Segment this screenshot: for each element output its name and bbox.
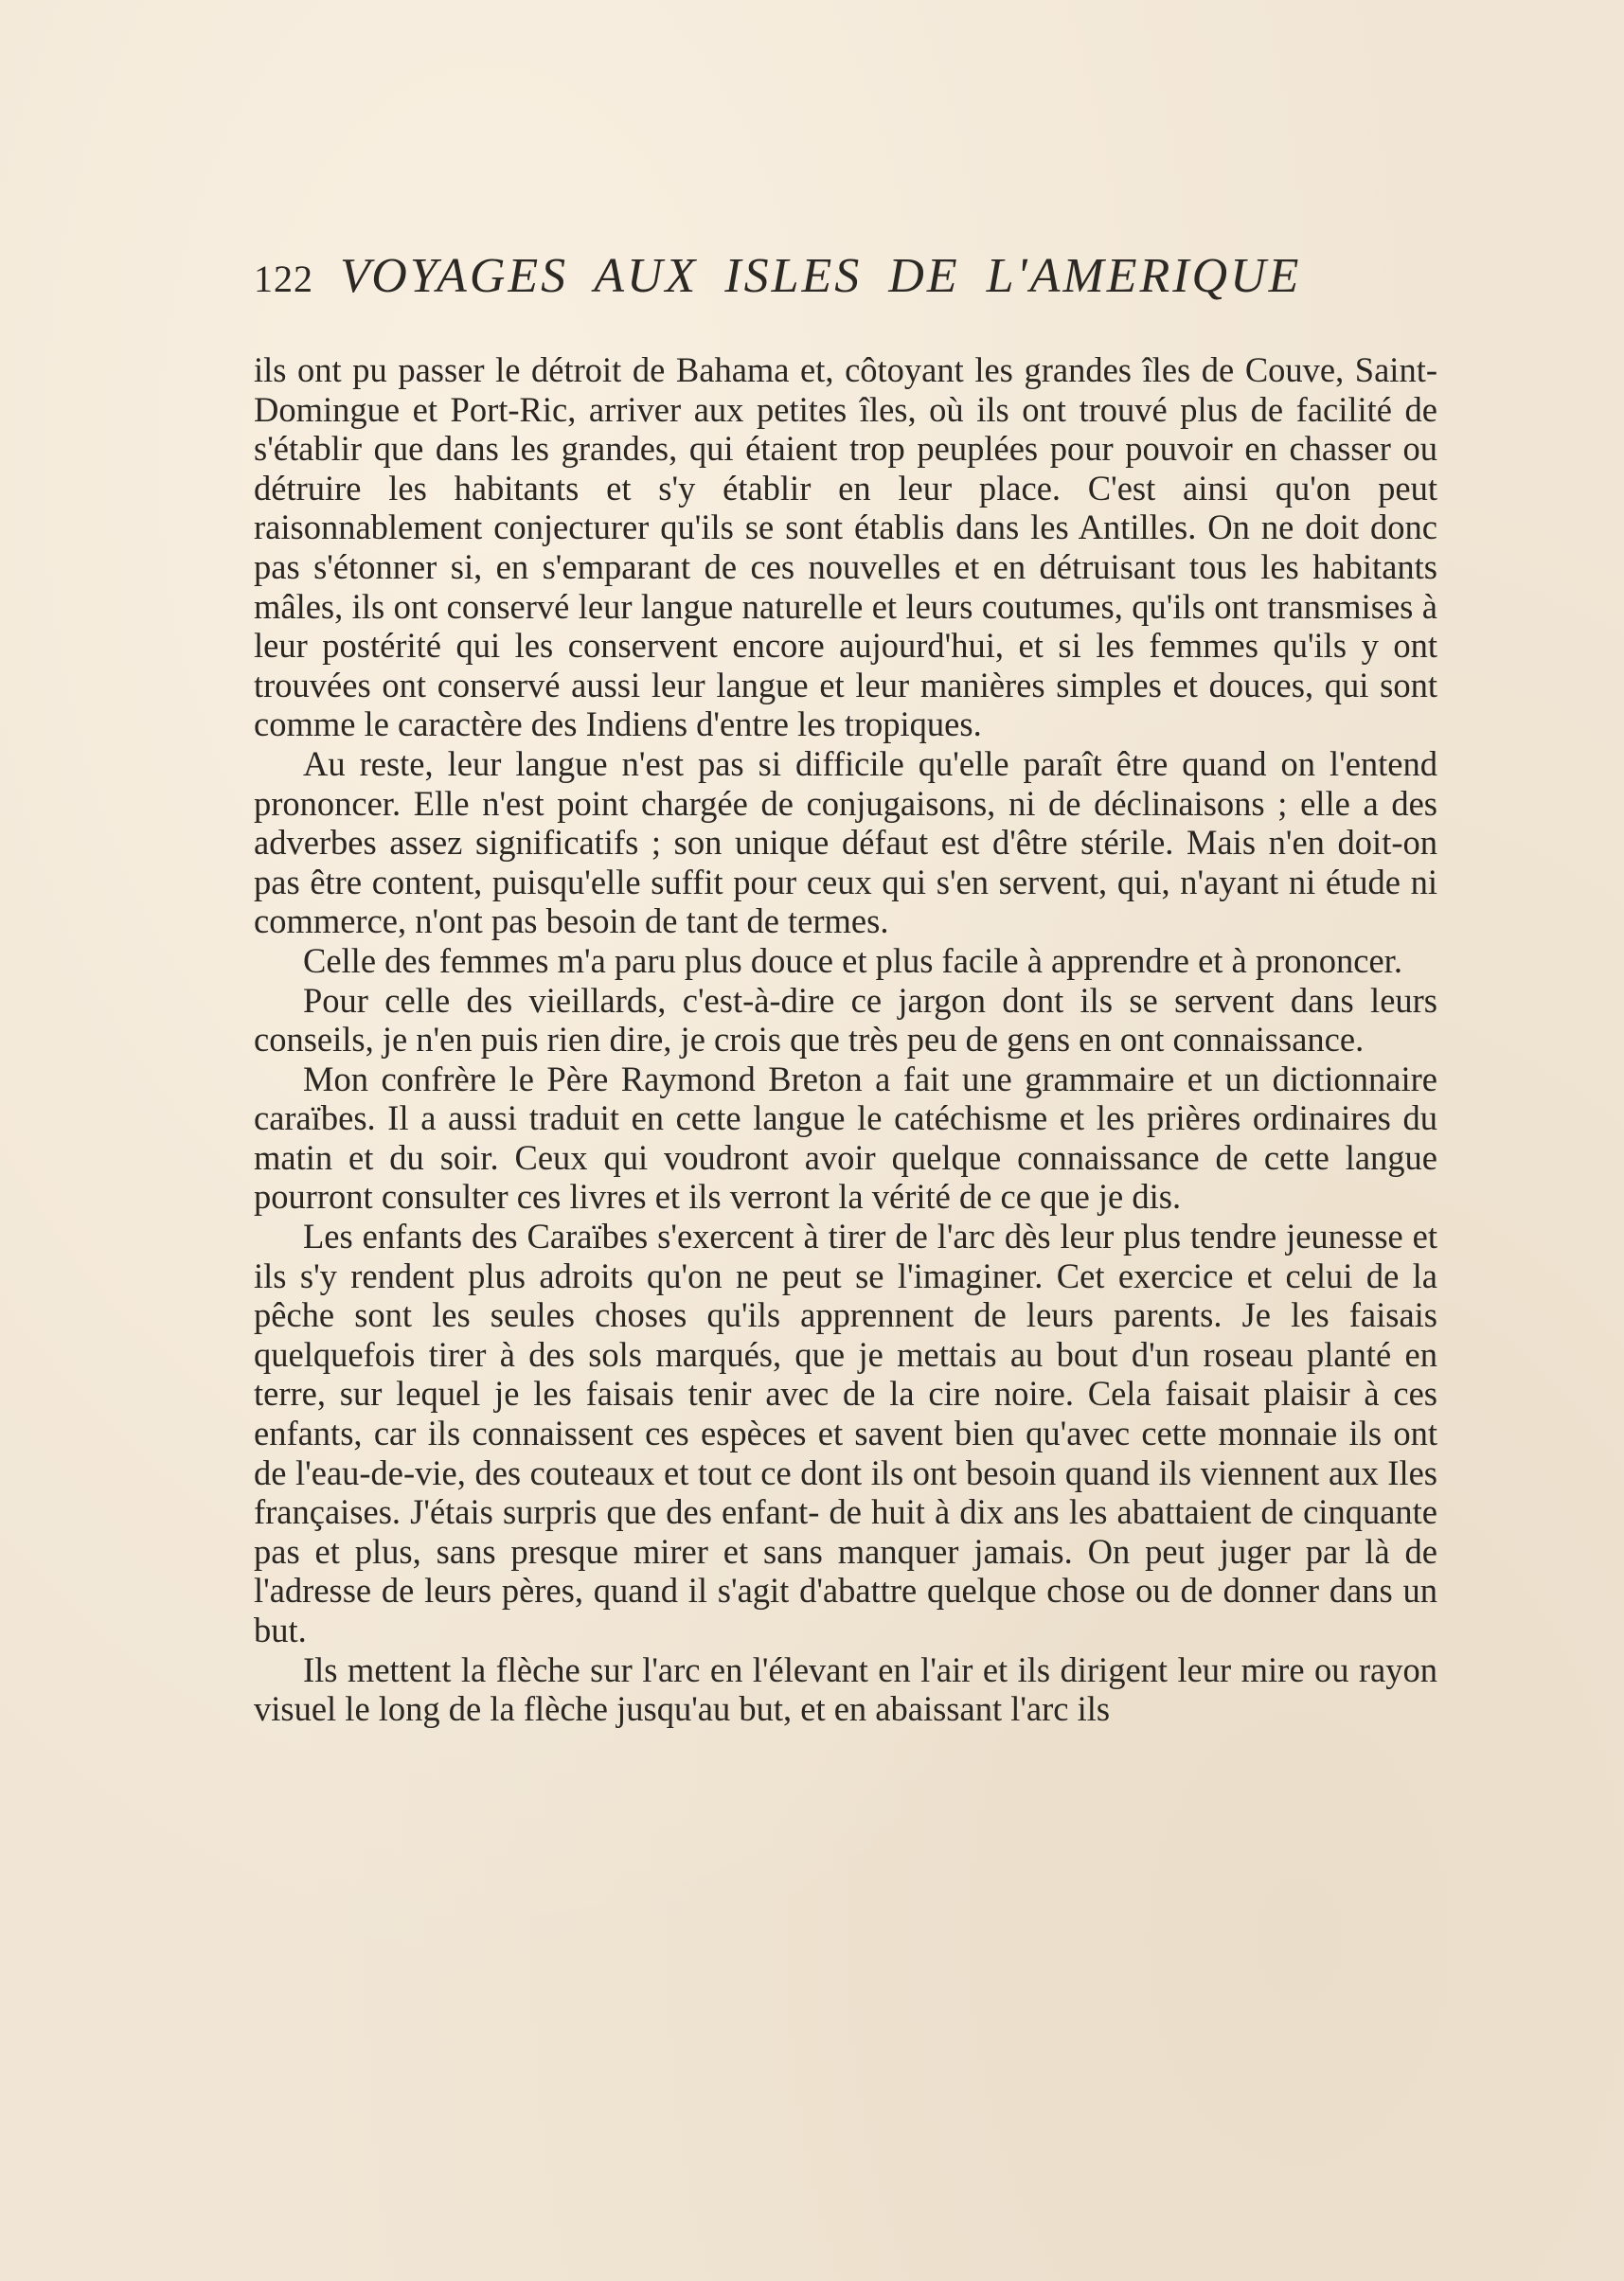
- paragraph-3: Celle des femmes m'a paru plus douce et plus facile à apprendre et à prononcer.: [303, 940, 1402, 980]
- paragraph-4: Pour celle des vieillards, c'est-à-dire ce jargon dont ils se servent dans leurs conseils, je n'en puis rien dire, je crois que très peu de gens en ont connaissance.: [254, 980, 1437, 1060]
- paragraph-2: Au reste, leur langue n'est pas si difficile qu'elle paraît être quand on l'entend prononcer. Elle n'est point chargée de conjugaisons, ni de déclinaisons ; elle a des adverbes assez significatifs ; son unique défaut est d'être stérile. Mais n'en doit-on pas être content, puisqu'elle suffit pour ceux qui s'en servent, qui, n'ayant ni étude ni commerce, n'ont pas besoin de tant de termes.: [254, 743, 1437, 941]
- page-number: 122: [254, 258, 313, 300]
- paragraph-6: Les enfants des Caraïbes s'exercent à tirer de l'arc dès leur plus tendre jeunesse et ils s'y rendent plus adroits qu'on ne peut se l'imaginer. Cet exercice et celui de la pêche sont les seules choses qu'ils apprennent de leurs parents. Je les faisais quelquefois tirer à des sols marqués, que je mettais au bout d'un roseau planté en terre, sur lequel je les faisais tenir avec de la cire noire. Cela faisait plaisir à ces enfants, car ils connaissent ces espèces et savent bien qu'avec cette monnaie ils ont de l'eau-de-vie, des couteaux et tout ce dont ils ont besoin quand ils viennent aux Iles françaises. J'étais surpris que des enfant- de huit à dix ans les abattaient de cinquante pas et plus, sans presque mirer et sans manquer jamais. On peut juger par là de l'adresse de leurs pères, quand il s'agit d'abattre quelque chose ou de donner dans un but.: [254, 1217, 1437, 1649]
- body-text: [254, 350, 1437, 1979]
- running-head: [254, 248, 1437, 314]
- paragraph-1: ils ont pu passer le détroit de Bahama et, côtoyant les grandes îles de Couve, Saint-Domingue et Port-Ric, arriver aux petites îles, où ils ont trouvé plus de facilité de s'établir que dans les grandes, qui étaient trop peuplées pour pouvoir en chasser ou détruire les habitants et s'y établir en leur place. C'est ainsi qu'on peut raisonnablement conjecturer qu'ils se sont établis dans les Antilles. On ne doit donc pas s'étonner si, en s'emparant de ces nouvelles et en détruisant tous les habitants mâles, ils ont conservé leur langue naturelle et leurs coutumes, qu'ils ont transmises à leur postérité qui les conservent encore aujourd'hui, et si les femmes qu'ils y ont trouvées ont conservé aussi leur langue et leur manières simples et douces, qui sont comme le caractère des Indiens d'entre les tropiques.: [254, 350, 1437, 744]
- running-title: VOYAGES AUX ISLES DE L'AMERIQUE: [340, 249, 1302, 303]
- paragraph-5: Mon confrère le Père Raymond Breton a fait une grammaire et un dictionnaire caraïbes. Il a aussi traduit en cette langue le catéchisme et les prières ordinaires du matin et du soir. Ceux qui voudront avoir quelque connaissance de cette langue pourront consulter ces livres et ils verront la vérité de ce que je dis.: [254, 1059, 1437, 1217]
- paragraph-7: Ils mettent la flèche sur l'arc en l'élevant en l'air et ils dirigent leur mire ou rayon visuel le long de la flèche jusqu'au but, et en abaissant l'arc ils: [254, 1649, 1437, 1729]
